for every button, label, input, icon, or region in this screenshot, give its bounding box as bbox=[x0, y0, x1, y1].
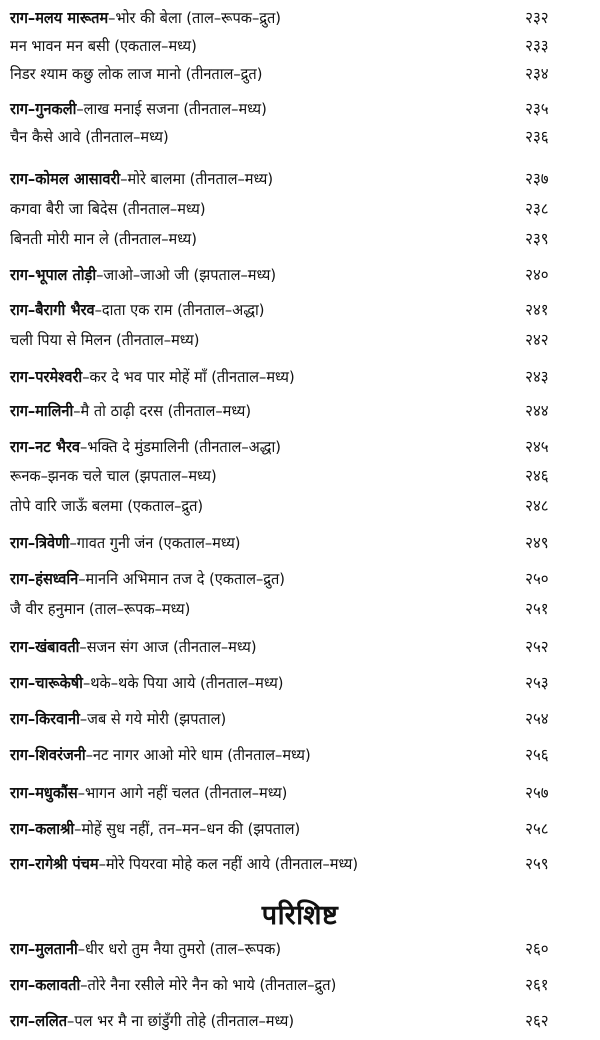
toc-entry bbox=[10, 364, 557, 390]
page-number: २५४ bbox=[525, 709, 549, 728]
song-text: –मोरे पियरवा मोहे कल नहीं आये (तीनताल–मध्य) bbox=[98, 855, 359, 873]
raag-name: राग–कोमल आसावरी bbox=[10, 170, 121, 188]
song-text: –थके–थके पिया आये (तीनताल–मध्य) bbox=[82, 674, 284, 692]
song-text: चली पिया से मिलन (तीनताल–मध्य) bbox=[10, 331, 200, 349]
song-text: मन भावन मन बसी (एकताल–मध्य) bbox=[10, 37, 197, 55]
page-number: २५२ bbox=[525, 637, 549, 656]
page-number: २६२ bbox=[525, 1011, 549, 1030]
page-number: २३२ bbox=[525, 8, 549, 27]
song-text: –मोरे बालमा (तीनताल–मध्य) bbox=[120, 170, 274, 188]
song-text: –जब से गये मोरी (झपताल) bbox=[79, 710, 227, 728]
song-text: –भक्ति दे मुंडमालिनी (तीनताल–अद्धा) bbox=[80, 438, 281, 456]
toc-entry bbox=[10, 297, 557, 323]
toc-entry bbox=[10, 851, 557, 877]
toc-entry bbox=[10, 166, 557, 192]
toc-entry bbox=[10, 816, 557, 842]
page-number: २३९ bbox=[525, 229, 549, 248]
entry-title bbox=[10, 327, 199, 353]
raag-name: राग–शिवरंजनी bbox=[10, 746, 86, 764]
song-text: चैन कैसे आवे (तीनताल–मध्य) bbox=[10, 128, 169, 146]
toc-entry bbox=[10, 61, 557, 87]
song-text: –पल भर मै ना छांडुँगी तोहे (तीनताल–मध्य) bbox=[67, 1012, 295, 1030]
raag-name: राग–भूपाल तोड़ी bbox=[10, 266, 97, 284]
song-text: –माननि अभिमान तज दे (एकताल–द्रुत) bbox=[78, 570, 285, 588]
page-number: २४६ bbox=[525, 466, 549, 485]
entry-title bbox=[10, 780, 287, 806]
raag-name: राग–खंबावती bbox=[10, 638, 80, 656]
toc-entry bbox=[10, 226, 557, 252]
page-number: २३३ bbox=[525, 36, 549, 55]
entry-title bbox=[10, 33, 197, 59]
song-text: –भागन आगे नहीं चलत (तीनताल–मध्य) bbox=[77, 784, 288, 802]
toc-entry bbox=[10, 936, 557, 962]
raag-name: राग–कलाश्री bbox=[10, 820, 75, 838]
page-number: २५० bbox=[525, 569, 549, 588]
entry-title bbox=[10, 936, 281, 962]
entry-title bbox=[10, 364, 295, 390]
song-text: –कर दे भव पार मोहें माँ (तीनताल–मध्य) bbox=[82, 368, 295, 386]
song-text: –सजन संग आज (तीनताल–मध्य) bbox=[79, 638, 257, 656]
toc-entry bbox=[10, 596, 557, 622]
toc-entry bbox=[10, 972, 557, 998]
entry-title bbox=[10, 530, 240, 556]
raag-name: राग–गुनकली bbox=[10, 100, 77, 118]
page-number: २४९ bbox=[525, 533, 549, 552]
page-number: २३४ bbox=[525, 64, 549, 83]
page-number: २५७ bbox=[525, 783, 549, 802]
raag-name: राग–कलावती bbox=[10, 976, 81, 994]
entry-title bbox=[10, 742, 311, 768]
song-text: –मोहें सुध नहीं, तन–मन–धन की (झपताल) bbox=[74, 820, 301, 838]
page-number: २४० bbox=[525, 265, 549, 284]
entry-title bbox=[10, 124, 169, 150]
entry-title bbox=[10, 596, 190, 622]
toc-entry bbox=[10, 670, 557, 696]
song-text: जै वीर हनुमान (ताल–रूपक–मध्य) bbox=[10, 600, 191, 618]
toc-entry bbox=[10, 124, 557, 150]
raag-name: राग–बैरागी भैरव bbox=[10, 301, 95, 319]
page-number: २४२ bbox=[525, 330, 549, 349]
page-number: २४५ bbox=[525, 437, 549, 456]
toc-entry bbox=[10, 33, 557, 59]
page-number: २५९ bbox=[525, 854, 549, 873]
page-number: २४३ bbox=[525, 367, 549, 386]
entry-title bbox=[10, 434, 281, 460]
song-text: –गावत गुनी जंन (एकताल–मध्य) bbox=[69, 534, 241, 552]
raag-name: राग–नट भैरव bbox=[10, 438, 81, 456]
entry-title bbox=[10, 166, 273, 192]
page-number: २५६ bbox=[525, 745, 549, 764]
raag-name: राग–ललित bbox=[10, 1012, 68, 1030]
page-number: २६० bbox=[525, 939, 549, 958]
page-number: २५८ bbox=[525, 819, 549, 838]
entry-title bbox=[10, 670, 283, 696]
entry-title bbox=[10, 61, 262, 87]
entry-title bbox=[10, 1008, 294, 1034]
toc-entry bbox=[10, 566, 557, 592]
entry-title bbox=[10, 96, 267, 122]
entry-title bbox=[10, 851, 358, 877]
toc-entry bbox=[10, 493, 557, 519]
raag-name: राग–मुलतानी bbox=[10, 940, 78, 958]
entry-title bbox=[10, 297, 264, 323]
raag-name: राग–मालिनी bbox=[10, 402, 74, 420]
song-text: निडर श्याम कछु लोक लाज मानो (तीनताल–द्रुत) bbox=[10, 65, 263, 83]
page-number: २३५ bbox=[525, 99, 549, 118]
page-number: २६१ bbox=[525, 975, 549, 994]
song-text: –जाओ–जाओ जी (झपताल–मध्य) bbox=[96, 266, 277, 284]
raag-name: राग–मलय मारूतम bbox=[10, 9, 109, 27]
toc-entry bbox=[10, 398, 557, 424]
entry-title bbox=[10, 196, 206, 222]
raag-name: राग–किरवानी bbox=[10, 710, 80, 728]
toc-entry bbox=[10, 327, 557, 353]
toc-entry bbox=[10, 1008, 557, 1034]
entry-title bbox=[10, 5, 281, 31]
entry-title bbox=[10, 972, 336, 998]
toc-entry bbox=[10, 634, 557, 660]
page-number: २३६ bbox=[525, 127, 549, 146]
song-text: –लाख मनाई सजना (तीनताल–मध्य) bbox=[76, 100, 267, 118]
page-number: २३८ bbox=[525, 199, 549, 218]
toc-entry bbox=[10, 434, 557, 460]
page-number: २३७ bbox=[525, 169, 549, 188]
toc-entry bbox=[10, 706, 557, 732]
song-text: –तोरे नैना रसीले मोरे नैन को भाये (तीनताल–द्रुत) bbox=[80, 976, 337, 994]
entry-title bbox=[10, 816, 300, 842]
page-number: २४१ bbox=[525, 300, 549, 319]
song-text: –धीर धरो तुम नैया तुमरो (ताल–रूपक) bbox=[77, 940, 282, 958]
page-number: २५३ bbox=[525, 673, 549, 692]
page-number: २४४ bbox=[525, 401, 549, 420]
entry-title bbox=[10, 398, 251, 424]
raag-name: राग–रागेश्री पंचम bbox=[10, 855, 99, 873]
appendix-heading: परिशिष्ट bbox=[261, 900, 339, 931]
raag-name: राग–त्रिवेणी bbox=[10, 534, 70, 552]
toc-entry bbox=[10, 96, 557, 122]
entry-title bbox=[10, 566, 285, 592]
song-text: –दाता एक राम (तीनताल–अद्धा) bbox=[94, 301, 265, 319]
page-number: २५१ bbox=[525, 599, 549, 618]
song-text: –नट नागर आओ मोरे धाम (तीनताल–मध्य) bbox=[85, 746, 311, 764]
entry-title bbox=[10, 634, 257, 660]
toc-entry bbox=[10, 780, 557, 806]
toc-entry bbox=[10, 530, 557, 556]
entry-title bbox=[10, 463, 217, 489]
song-text: रूनक–झनक चले चाल (झपताल–मध्य) bbox=[10, 467, 217, 485]
entry-title bbox=[10, 262, 276, 288]
toc-entry bbox=[10, 742, 557, 768]
toc-entry bbox=[10, 463, 557, 489]
toc-entry bbox=[10, 5, 557, 31]
page-number: २४८ bbox=[525, 496, 549, 515]
raag-name: राग–चारूकेषी bbox=[10, 674, 83, 692]
toc-entry bbox=[10, 262, 557, 288]
song-text: कगवा बैरी जा बिदेस (तीनताल–मध्य) bbox=[10, 200, 206, 218]
raag-name: राग–हंसध्वनि bbox=[10, 570, 79, 588]
toc-entry bbox=[10, 196, 557, 222]
entry-title bbox=[10, 706, 226, 732]
song-text: –भोर की बेला (ताल–रूपक–द्रुत) bbox=[108, 9, 281, 27]
song-text: तोपे वारि जाऊँ बलमा (एकताल–द्रुत) bbox=[10, 497, 204, 515]
entry-title bbox=[10, 226, 197, 252]
song-text: बिनती मोरी मान ले (तीनताल–मध्य) bbox=[10, 230, 197, 248]
entry-title bbox=[10, 493, 203, 519]
raag-name: राग–परमेश्वरी bbox=[10, 368, 83, 386]
raag-name: राग–मधुकौंस bbox=[10, 784, 78, 802]
song-text: –मै तो ठाढ़ी दरस (तीनताल–मध्य) bbox=[73, 402, 252, 420]
